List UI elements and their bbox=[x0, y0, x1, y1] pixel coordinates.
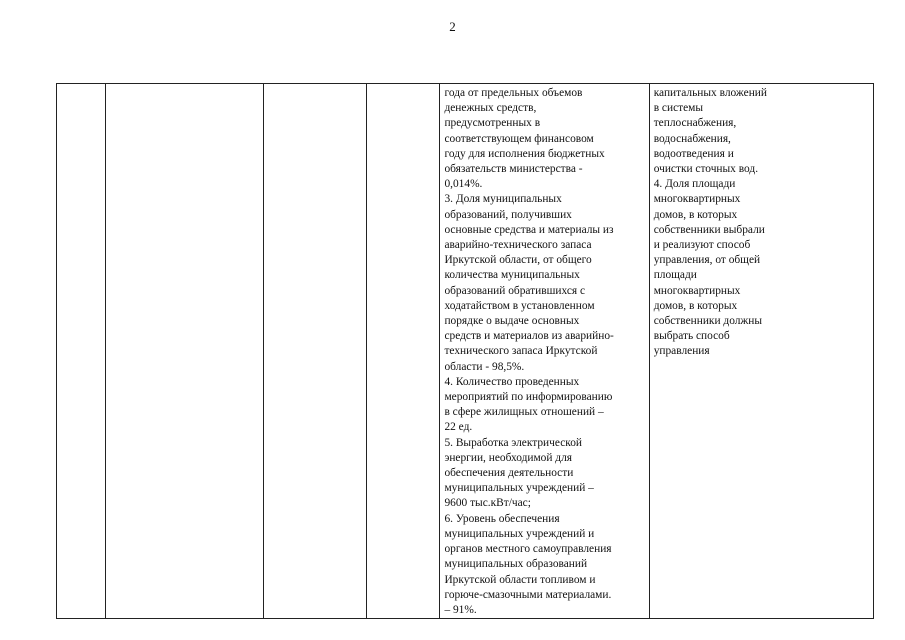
table-cell-number bbox=[57, 84, 106, 619]
page-number: 2 bbox=[449, 19, 456, 34]
table-row bbox=[57, 84, 874, 619]
table-cell-results bbox=[649, 84, 873, 619]
table-cell-period bbox=[367, 84, 440, 619]
program-table bbox=[56, 83, 874, 619]
results-text: капитальных вложений в системы теплоснабжения, водоснабжения, водоотведения и очистки сточных вод. 4. Доля площади многоквартирных домов, в которых собственники выбрали и реализуют способ управления, от общей площади многоквартирных домов, в которых собственники должны выбрать способ управления bbox=[653, 87, 767, 358]
table-cell-indicators bbox=[440, 84, 649, 619]
table-cell-name bbox=[106, 84, 264, 619]
table-cell-executor bbox=[264, 84, 367, 619]
indicators-text: года от предельных объемов денежных средств, предусмотренных в соответствующем финансовом году для исполнения бюджетных обязательств министерства - 0,014%. 3. Доля муниципальных образований, получивших основные средства и материалы из аварийно-технического запаса Иркутской области, от общего количества муниципальных образований обратившихся с ходатайством в установленном порядке о выдаче основных средств и материалов из аварийно- технического запаса Иркутской области - 98,5%. 4. Количество проведенных мероприятий по информированию в сфере жилищных отношений – 22 ед. 5. Выработка электрической энергии, необходимой для обеспечения деятельности муниципальных учреждений – 9600 тыс.кВт/час; 6. Уровень обеспечения муниципальных учреждений и органов местного самоуправления муниципальных образований Иркутской области топливом и горюче-смазочными материалами. – 91%. bbox=[444, 87, 614, 616]
